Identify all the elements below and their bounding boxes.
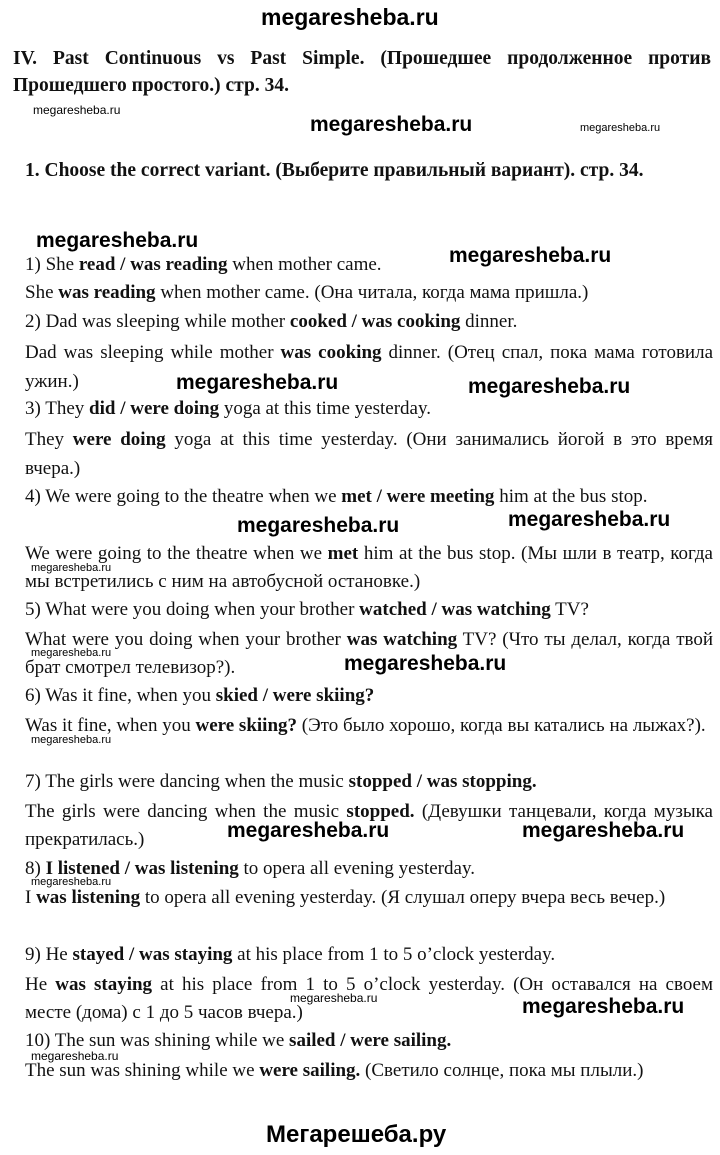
watermark-big-11: megaresheba.ru: [522, 995, 685, 1018]
watermark-small-2: megaresheba.ru: [580, 122, 661, 134]
answer-1: She was reading when mother came. (Она читала, когда мама пришла.): [25, 282, 589, 303]
watermark-big-4: megaresheba.ru: [176, 371, 339, 394]
site-header-watermark: megaresheba.ru: [261, 4, 439, 30]
watermark-small-7: megaresheba.ru: [290, 991, 378, 1005]
question-1: 1) She read / was reading when mother came.: [25, 254, 382, 275]
watermark-big-2: megaresheba.ru: [36, 229, 199, 252]
section-title: IV. Past Continuous vs Past Simple. (Прошедшее продолженное против Прошедшего простого.) стр. 34.: [13, 48, 711, 96]
watermark-small-6: megaresheba.ru: [31, 876, 112, 888]
question-10: 10) The sun was shining while we sailed / were sailing.: [25, 1030, 452, 1051]
question-4: 4) We were going to the theatre when we met / were meeting him at the bus stop.: [25, 486, 648, 507]
answer-8: I was listening to opera all evening yesterday. (Я слушал оперу вчера весь вечер.): [25, 887, 666, 908]
watermark-small-8: megaresheba.ru: [31, 1049, 119, 1063]
answer-10: The sun was shining while we were sailing. (Светило солнце, пока мы плыли.): [25, 1060, 644, 1081]
question-6: 6) Was it fine, when you skied / were skiing?: [25, 685, 375, 706]
question-5: 5) What were you doing when your brother watched / was watching TV?: [25, 599, 589, 620]
watermark-big-9: megaresheba.ru: [227, 819, 390, 842]
question-3: 3) They did / were doing yoga at this time yesterday.: [25, 398, 431, 419]
watermark-small-1: megaresheba.ru: [33, 103, 121, 117]
watermark-small-5: megaresheba.ru: [31, 734, 112, 746]
watermark-big-5: megaresheba.ru: [468, 375, 631, 398]
watermark-big-3: megaresheba.ru: [449, 244, 612, 267]
site-footer-watermark: Мегарешеба.ру: [266, 1121, 447, 1148]
answer-2: Dad was sleeping while mother was cooking dinner. (Отец спал, пока мама готовила ужин.): [25, 342, 713, 392]
question-8: 8) I listened / was listening to opera all evening yesterday.: [25, 858, 475, 879]
question-9: 9) He stayed / was staying at his place from 1 to 5 o’clock yesterday.: [25, 944, 556, 965]
answer-9: He was staying at his place from 1 to 5 o’clock yesterday. (Он оставался на своем месте (дома) с 1 до 5 часов вчера.): [25, 974, 714, 1023]
watermark-big-6: megaresheba.ru: [237, 514, 400, 537]
answer-5: What were you doing when your brother was watching TV? (Что ты делал, когда твой брат смотрел телевизор?).: [25, 629, 714, 678]
answer-4: We were going to the theatre when we met him at the bus stop. (Мы шли в театр, когда мы встретились с ним на автобусной остановке.): [25, 543, 713, 592]
question-7: 7) The girls were dancing when the music stopped / was stopping.: [25, 771, 537, 792]
answer-6: Was it fine, when you were skiing? (Это было хорошо, когда вы катались на лыжах?).: [25, 715, 706, 736]
answer-7: The girls were dancing when the music stopped. (Девушки танцевали, когда музыка прекратилась.): [25, 801, 713, 850]
task-title: 1. Choose the correct variant. (Выберите правильный вариант). стр. 34.: [25, 160, 644, 181]
watermark-big-8: megaresheba.ru: [344, 652, 507, 675]
answer-3: They were doing yoga at this time yesterday. (Они занимались йогой в это время вчера.): [25, 429, 713, 479]
watermark-small-3: megaresheba.ru: [31, 562, 112, 574]
watermark-small-4: megaresheba.ru: [31, 647, 112, 659]
watermark-big-7: megaresheba.ru: [508, 508, 671, 531]
watermark-big-1: megaresheba.ru: [310, 113, 473, 136]
question-2: 2) Dad was sleeping while mother cooked / was cooking dinner.: [25, 311, 518, 332]
watermark-big-10: megaresheba.ru: [522, 819, 685, 842]
